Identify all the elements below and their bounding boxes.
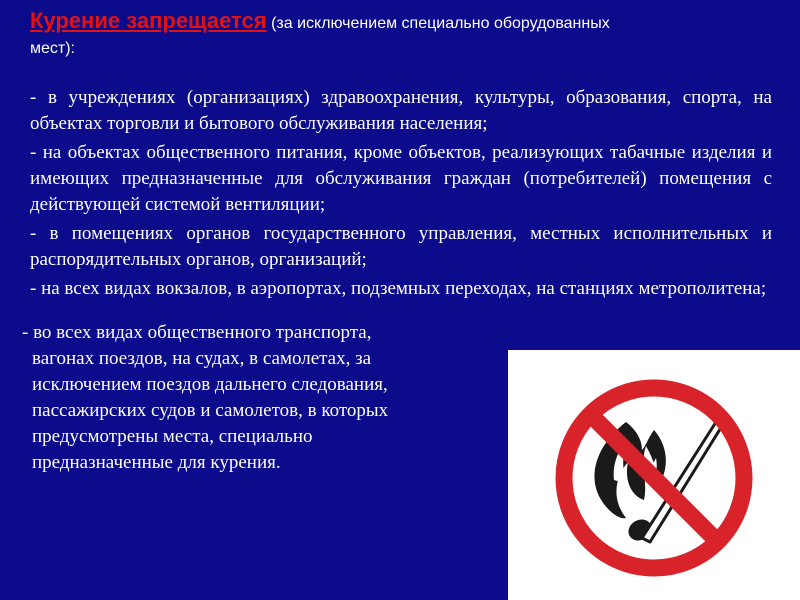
prohibition-ring-icon — [564, 388, 744, 568]
list-item: - на объектах общественного питания, кроме объектов, реализующих табачные изделия и имеющих предназначенные для обслуживания граждан (потребителей) помещения с действующей системой вентиляции; — [30, 142, 772, 215]
slide-subtitle-part2: мест): — [30, 40, 75, 57]
slide-header — [30, 8, 750, 61]
slide-title: Курение запрещается — [30, 8, 267, 33]
slide-subtitle-part1: (за исключением специально оборудованных — [266, 15, 610, 32]
list-item-line: исключением поездов дальнего следования, — [32, 374, 388, 395]
list-item: - в помещениях органов государственного управления, местных исполнительных и распорядительных органов, организаций; — [30, 223, 772, 270]
list-item: - в учреждениях (организациях) здравоохранения, культуры, образования, спорта, на объектах торговли и бытового обслуживания населения; — [30, 87, 772, 134]
list-item-line: пассажирских судов и самолетов, в которых — [32, 400, 389, 421]
list-item-line: предназначенные для курения. — [32, 452, 281, 473]
list-item-line: предусмотрены места, специально — [32, 426, 313, 447]
no-smoking-sign-icon — [508, 350, 800, 600]
sign-panel — [508, 350, 800, 600]
list-item-line: вагонах поездов, на судах, в самолетах, за — [32, 348, 372, 369]
list-item: - на всех видах вокзалов, в аэропортах, подземных переходах, на станциях метрополитена; — [30, 278, 767, 299]
transport-list-item — [22, 320, 492, 476]
restriction-list — [30, 85, 772, 305]
list-item-line: - во всех видах общественного транспорта, — [22, 322, 372, 343]
